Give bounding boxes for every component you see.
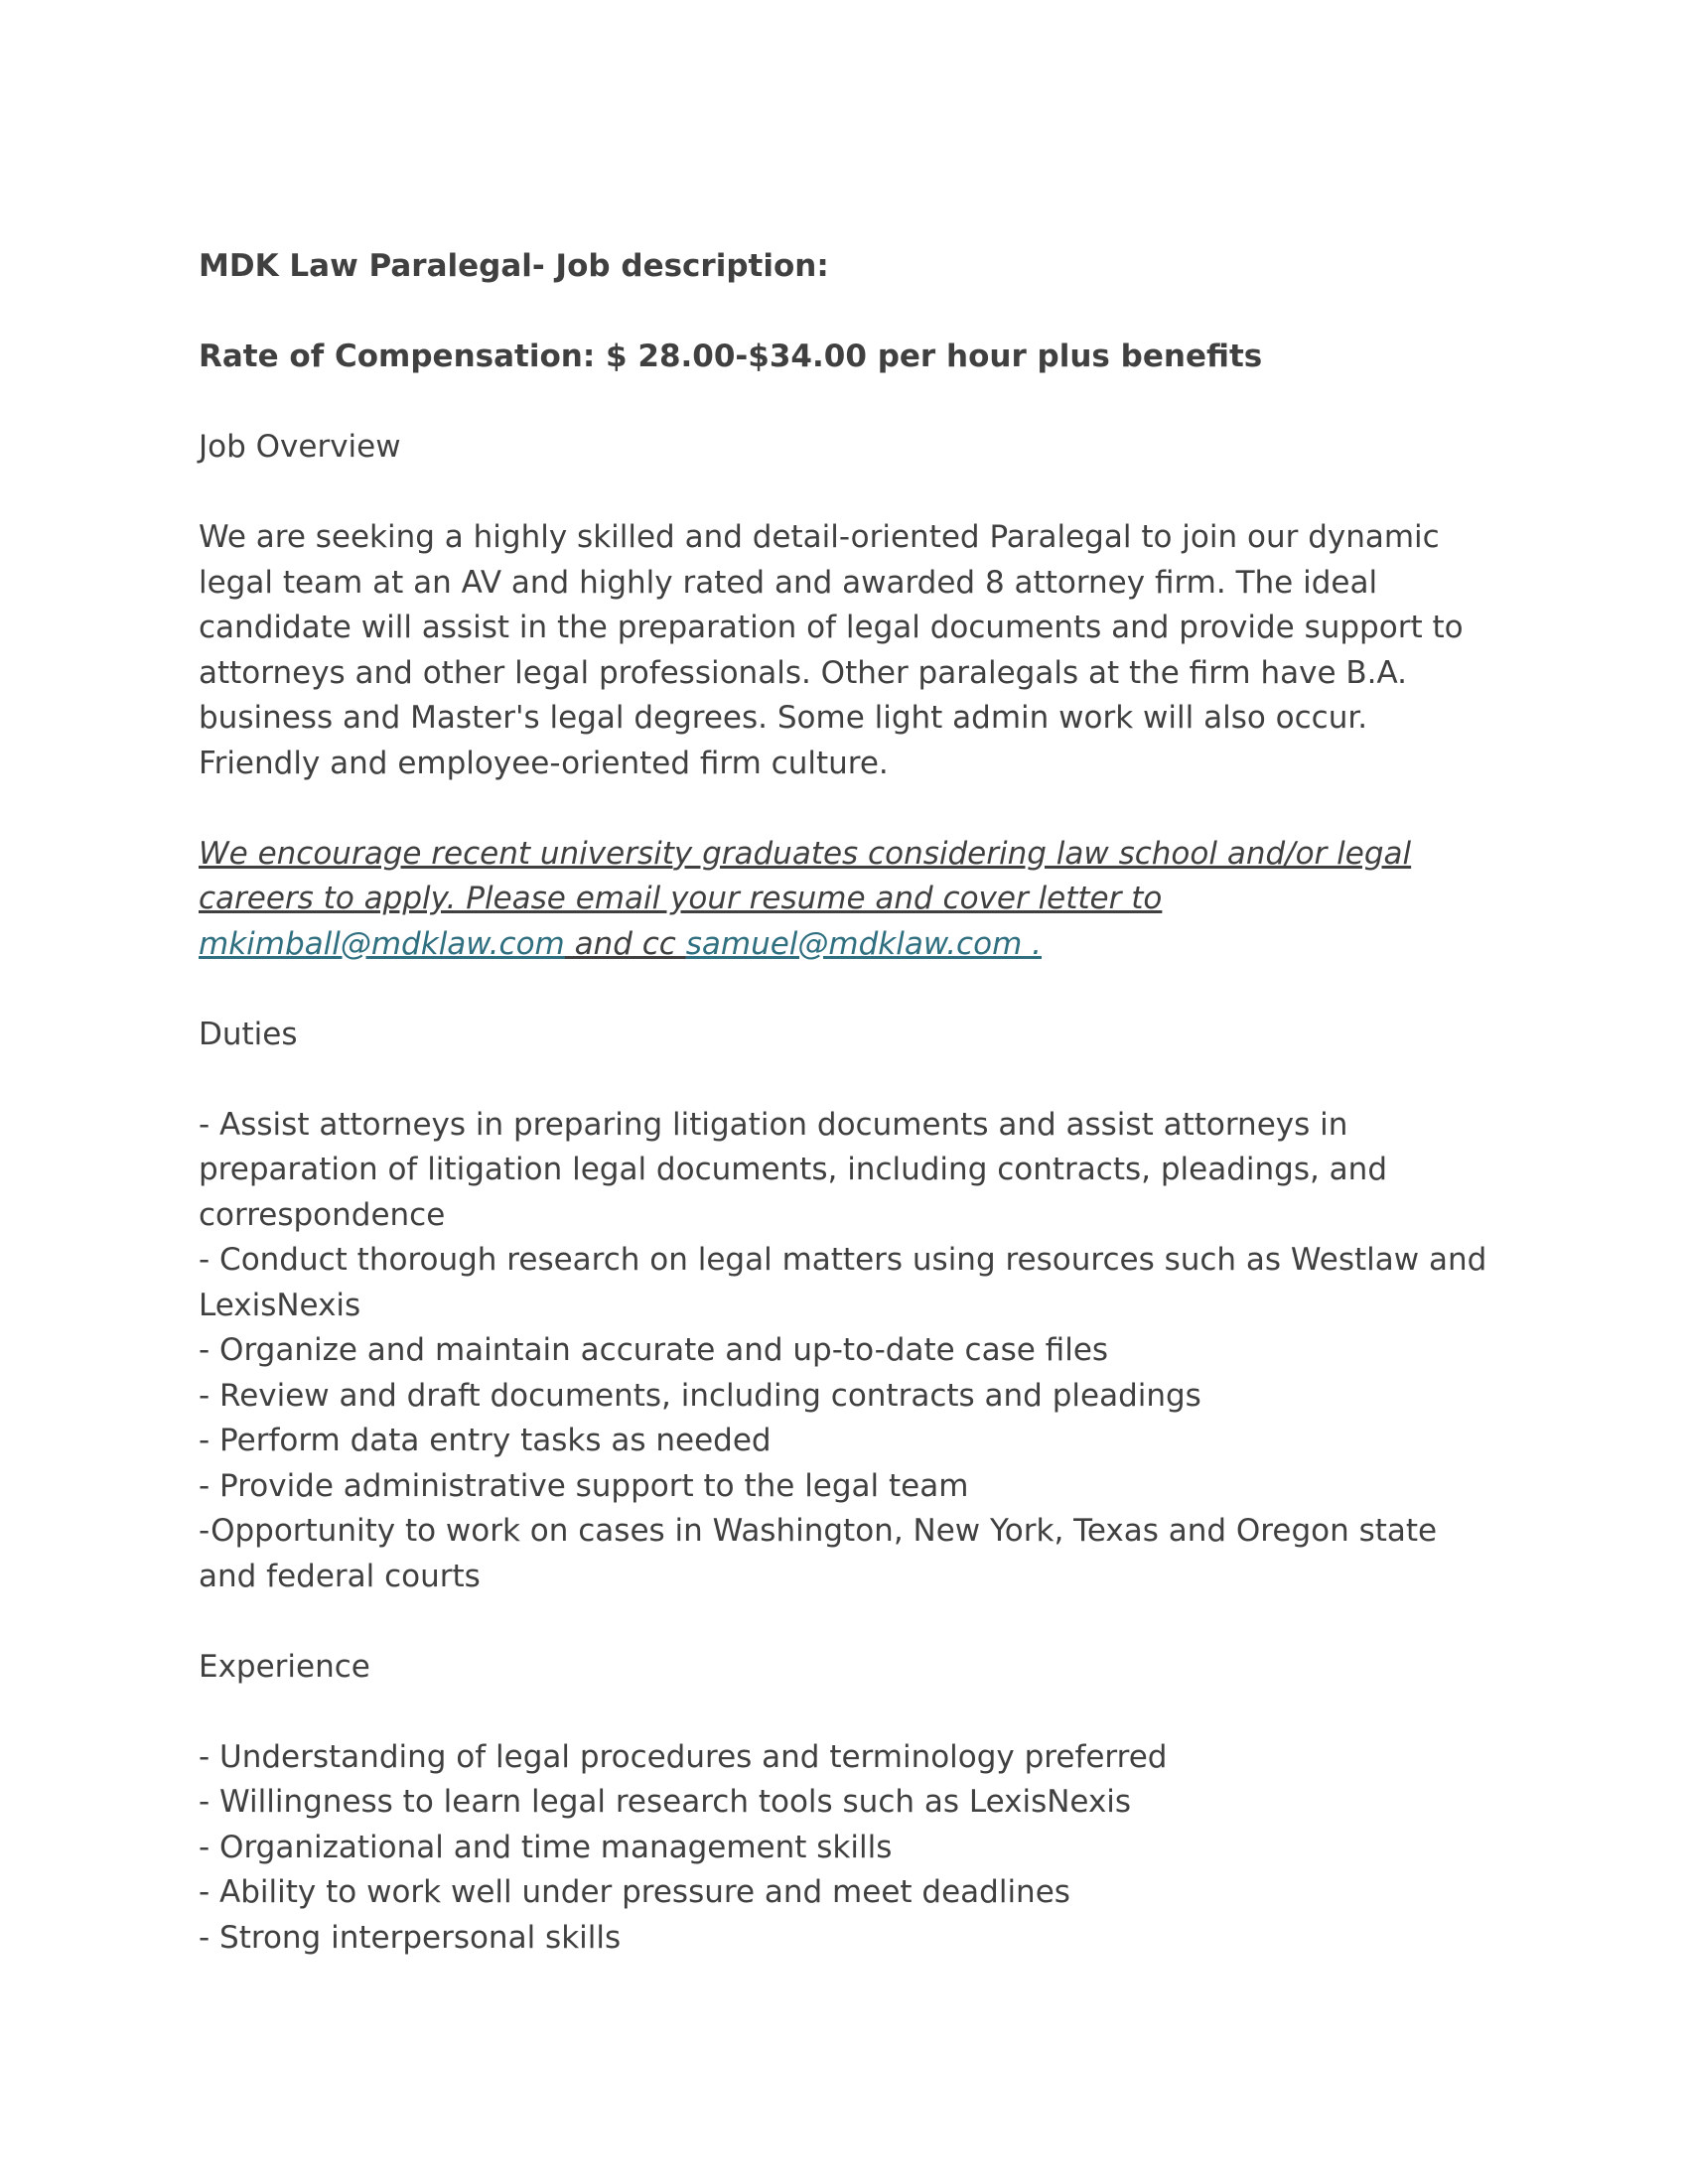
document-page — [199, 244, 1489, 2006]
callout-text-before: We encourage recent university graduates considering law school and/or legal careers to apply. Please email your resume and cover letter to — [199, 835, 1412, 916]
list-item: - Organize and maintain accurate and up-to-date case files — [199, 1332, 1109, 1368]
application-callout — [199, 832, 1489, 968]
list-item: - Understanding of legal procedures and terminology preferred — [199, 1738, 1168, 1775]
list-item: - Ability to work well under pressure and meet deadlines — [199, 1874, 1070, 1910]
list-item: - Organizational and time management skills — [199, 1829, 893, 1865]
duties-list — [199, 1103, 1489, 1600]
callout-text-after: . — [1022, 925, 1042, 962]
duties-heading: Duties — [199, 1016, 298, 1052]
experience-list — [199, 1735, 1489, 1962]
list-item: - Provide administrative support to the legal team — [199, 1467, 969, 1504]
cc-email-link[interactable]: samuel@mdklaw.com — [685, 925, 1023, 962]
experience-heading: Experience — [199, 1648, 370, 1685]
list-item: - Willingness to learn legal research tools such as LexisNexis — [199, 1784, 1132, 1820]
list-item: - Conduct thorough research on legal matters using resources such as Westlaw and LexisNexis — [199, 1242, 1487, 1323]
list-item: - Assist attorneys in preparing litigation documents and assist attorneys in preparation of litigation legal documents, including contracts, pleadings, and correspondence — [199, 1106, 1387, 1233]
list-item: - Review and draft documents, including contracts and pleadings — [199, 1377, 1201, 1414]
list-item: - Strong interpersonal skills — [199, 1919, 622, 1956]
overview-paragraph: We are seeking a highly skilled and detail-oriented Paralegal to join our dynamic legal team at an AV and highly rated and awarded 8 attorney firm. The ideal candidate will assist in the preparation of legal documents and provide support to attorneys and other legal professionals. Other paralegals at the firm have B.A. business and Master's legal degrees. Some light admin work will also occur. Friendly and employee-oriented firm culture. — [199, 519, 1464, 781]
callout-text-middle: and cc — [564, 925, 686, 962]
document-title: MDK Law Paralegal- Job description: — [199, 248, 829, 284]
compensation-line: Rate of Compensation: $ 28.00-$34.00 per hour plus benefits — [199, 339, 1263, 374]
list-item: -Opportunity to work on cases in Washington, New York, Texas and Oregon state and federal courts — [199, 1513, 1438, 1594]
list-item: - Perform data entry tasks as needed — [199, 1423, 772, 1458]
primary-email-link[interactable]: mkimball@mdklaw.com — [199, 925, 565, 962]
overview-heading: Job Overview — [199, 429, 401, 465]
